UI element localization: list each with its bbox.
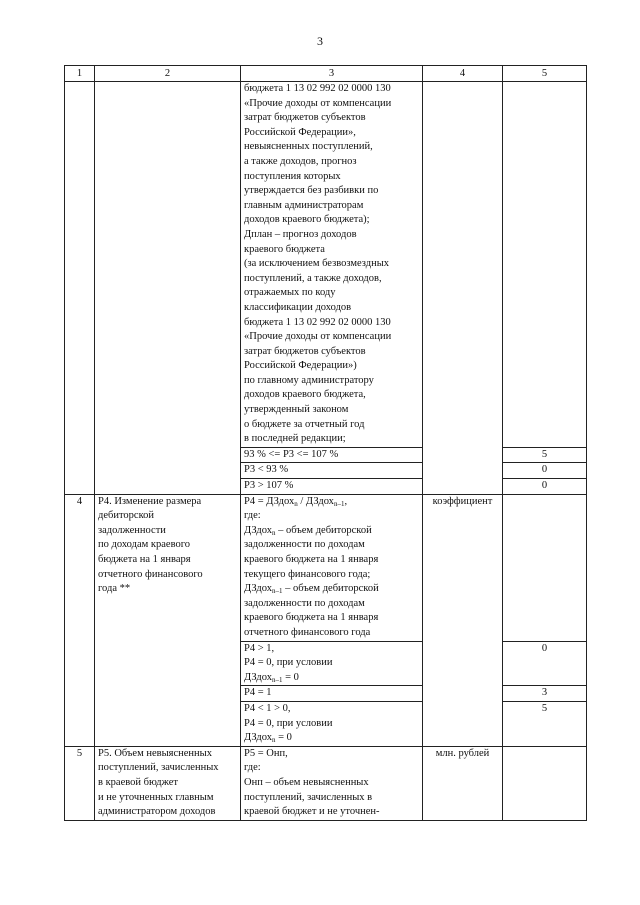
- cell-p4-num: 4: [65, 494, 95, 746]
- condition-score: 5: [503, 447, 587, 463]
- condition-text: Р4 > 1, Р4 = 0, при условии ДЗдох$_{n-1}$ = 0: [241, 641, 423, 686]
- condition-text: 93 % <= Р3 <= 107 %: [241, 447, 423, 463]
- cell-p3-unit: [423, 82, 503, 495]
- cell-p5-score-empty: [503, 746, 587, 820]
- cell-p5-unit: млн. рублей: [423, 746, 503, 820]
- condition-score: 0: [503, 641, 587, 686]
- col-header-1: 1: [65, 66, 95, 82]
- col-header-2: 2: [95, 66, 241, 82]
- cell-p3-name: [95, 82, 241, 495]
- condition-text: Р3 > 107 %: [241, 479, 423, 495]
- condition-score: 5: [503, 701, 587, 746]
- cell-p3-num: [65, 82, 95, 495]
- cell-p5-formula: Р5 = Онп, где: Онп – объем невыясненных поступлений, зачисленных в краевой бюджет и не уточнен-: [241, 746, 423, 820]
- condition-text: Р3 < 93 %: [241, 463, 423, 479]
- cell-p3-score-empty: [503, 82, 587, 448]
- table-row-p4: [65, 494, 587, 641]
- col-header-4: 4: [423, 66, 503, 82]
- condition-score: 0: [503, 463, 587, 479]
- col-header-5: 5: [503, 66, 587, 82]
- cell-p4-name: Р4. Изменение размера дебиторской задолженности по доходам краевого бюджета на 1 января отчетного финансового года **: [95, 494, 241, 746]
- cell-p4-unit: коэффициент: [423, 494, 503, 746]
- cell-p4-formula: Р4 = ДЗдох$_n$ / ДЗдох$_{n-1}$, где: ДЗдох$_n$ – объем дебиторской задолженности по доходам краевого бюджета на 1 января текущего финансового года; ДЗдох$_{n-1}$ – объем дебиторской задолженности по доходам краевого бюджета на 1 января отчетного финансового года: [241, 494, 423, 641]
- condition-text: Р4 < 1 > 0, Р4 = 0, при условии ДЗдох$_n$ = 0: [241, 701, 423, 746]
- cell-p5-num: 5: [65, 746, 95, 820]
- condition-score: 3: [503, 686, 587, 702]
- table-header-row: [65, 66, 587, 82]
- col-header-3: 3: [241, 66, 423, 82]
- table-row-p3-continued: [65, 82, 587, 448]
- condition-text: Р4 = 1: [241, 686, 423, 702]
- page-number: 3: [317, 34, 323, 48]
- condition-score: 0: [503, 479, 587, 495]
- table-row-p5: [65, 746, 587, 820]
- cell-p4-score-empty: [503, 494, 587, 641]
- cell-p3-formula: бюджета 1 13 02 992 02 0000 130 «Прочие доходы от компенсации затрат бюджетов субъектов Российской Федерации», невыясненных поступлений, а также доходов, прогноз поступления которых утверждается без разбивки по главным администраторам доходов краевого бюджета); Дплан – прогноз доходов краевого бюджета (за исключением безвозмездных поступлений, а также доходов, отражаемых по коду классификации доходов бюджета 1 13 02 992 02 0000 130 «Прочие доходы от компенсации затрат бюджетов субъектов Российской Федерации») по главному администратору доходов краевого бюджета, утвержденный законом о бюджете за отчетный год в последней редакции;: [241, 82, 423, 448]
- cell-p5-name: Р5. Объем невыясненных поступлений, зачисленных в краевой бюджет и не уточненных главным администратором доходов: [95, 746, 241, 820]
- indicators-table: [64, 65, 587, 821]
